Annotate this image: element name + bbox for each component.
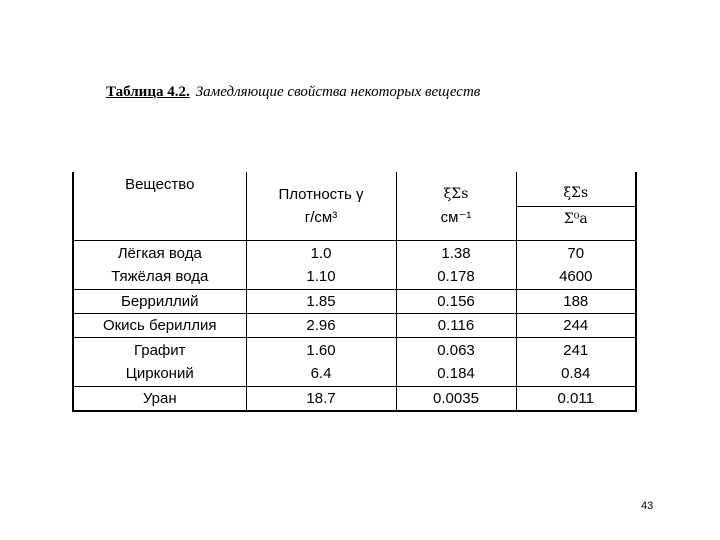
ratio-numerator: ξΣs [517, 182, 636, 207]
cell-ratio [516, 338, 636, 387]
cell-density [246, 338, 396, 387]
cell-xi-sigma: 0.0035 [396, 387, 516, 412]
cell-substance: Берриллий [73, 290, 246, 314]
cell-ratio [516, 241, 636, 290]
moderation-ratio-fraction [517, 182, 636, 231]
cell-substance [73, 241, 246, 290]
cell-density: 1.85 [246, 290, 396, 314]
table-row [73, 338, 636, 387]
header-xi-sigma [396, 172, 516, 241]
table-header-row [73, 172, 636, 241]
substance-name: Тяжёлая вода [111, 268, 209, 285]
header-substance: Вещество [73, 172, 246, 241]
table-caption [106, 84, 666, 101]
caption-label: Таблица 4.2. [106, 84, 190, 100]
cell-ratio: 0.011 [516, 387, 636, 412]
density-value: 1.10 [306, 268, 336, 285]
xi-sigma-value: 0.178 [437, 268, 475, 285]
cell-substance: Окись бериллия [73, 314, 246, 338]
header-moderation-ratio [516, 172, 636, 241]
ratio-denominator: Σ⁰a [563, 210, 588, 227]
header-density [246, 172, 396, 241]
table-row [73, 290, 636, 314]
ratio-value: 70 [567, 245, 585, 262]
cell-xi-sigma: 0.116 [396, 314, 516, 338]
moderator-properties-table [72, 172, 637, 412]
header-density-label: Плотность γ [278, 186, 364, 203]
xi-sigma-value: 1.38 [441, 245, 471, 262]
table-row [73, 314, 636, 338]
xi-sigma-value: 0.063 [437, 342, 475, 359]
cell-substance: Уран [73, 387, 246, 412]
header-xi-sigma-unit: см⁻¹ [440, 209, 472, 226]
cell-xi-sigma [396, 241, 516, 290]
cell-ratio: 244 [516, 314, 636, 338]
ratio-value: 4600 [559, 268, 593, 285]
cell-substance [73, 338, 246, 387]
density-value: 1.60 [306, 342, 336, 359]
page-number: 43 [641, 500, 654, 512]
cell-xi-sigma: 0.156 [396, 290, 516, 314]
substance-name: Цирконий [125, 365, 194, 382]
header-xi-sigma-symbol: ξΣs [443, 186, 469, 202]
header-density-unit: г/см³ [304, 209, 338, 226]
cell-density: 18.7 [246, 387, 396, 412]
density-value: 1.0 [310, 245, 332, 262]
density-value: 6.4 [310, 365, 332, 382]
substance-name: Лёгкая вода [117, 245, 202, 262]
ratio-value: 0.84 [561, 365, 591, 382]
cell-xi-sigma [396, 338, 516, 387]
cell-density [246, 241, 396, 290]
ratio-value: 241 [563, 342, 589, 359]
cell-density: 2.96 [246, 314, 396, 338]
xi-sigma-value: 0.184 [437, 365, 475, 382]
caption-text: Замедляющие свойства некоторых веществ [195, 84, 481, 100]
table-row [73, 387, 636, 412]
table-row [73, 241, 636, 290]
cell-ratio: 188 [516, 290, 636, 314]
substance-name: Графит [133, 342, 186, 359]
